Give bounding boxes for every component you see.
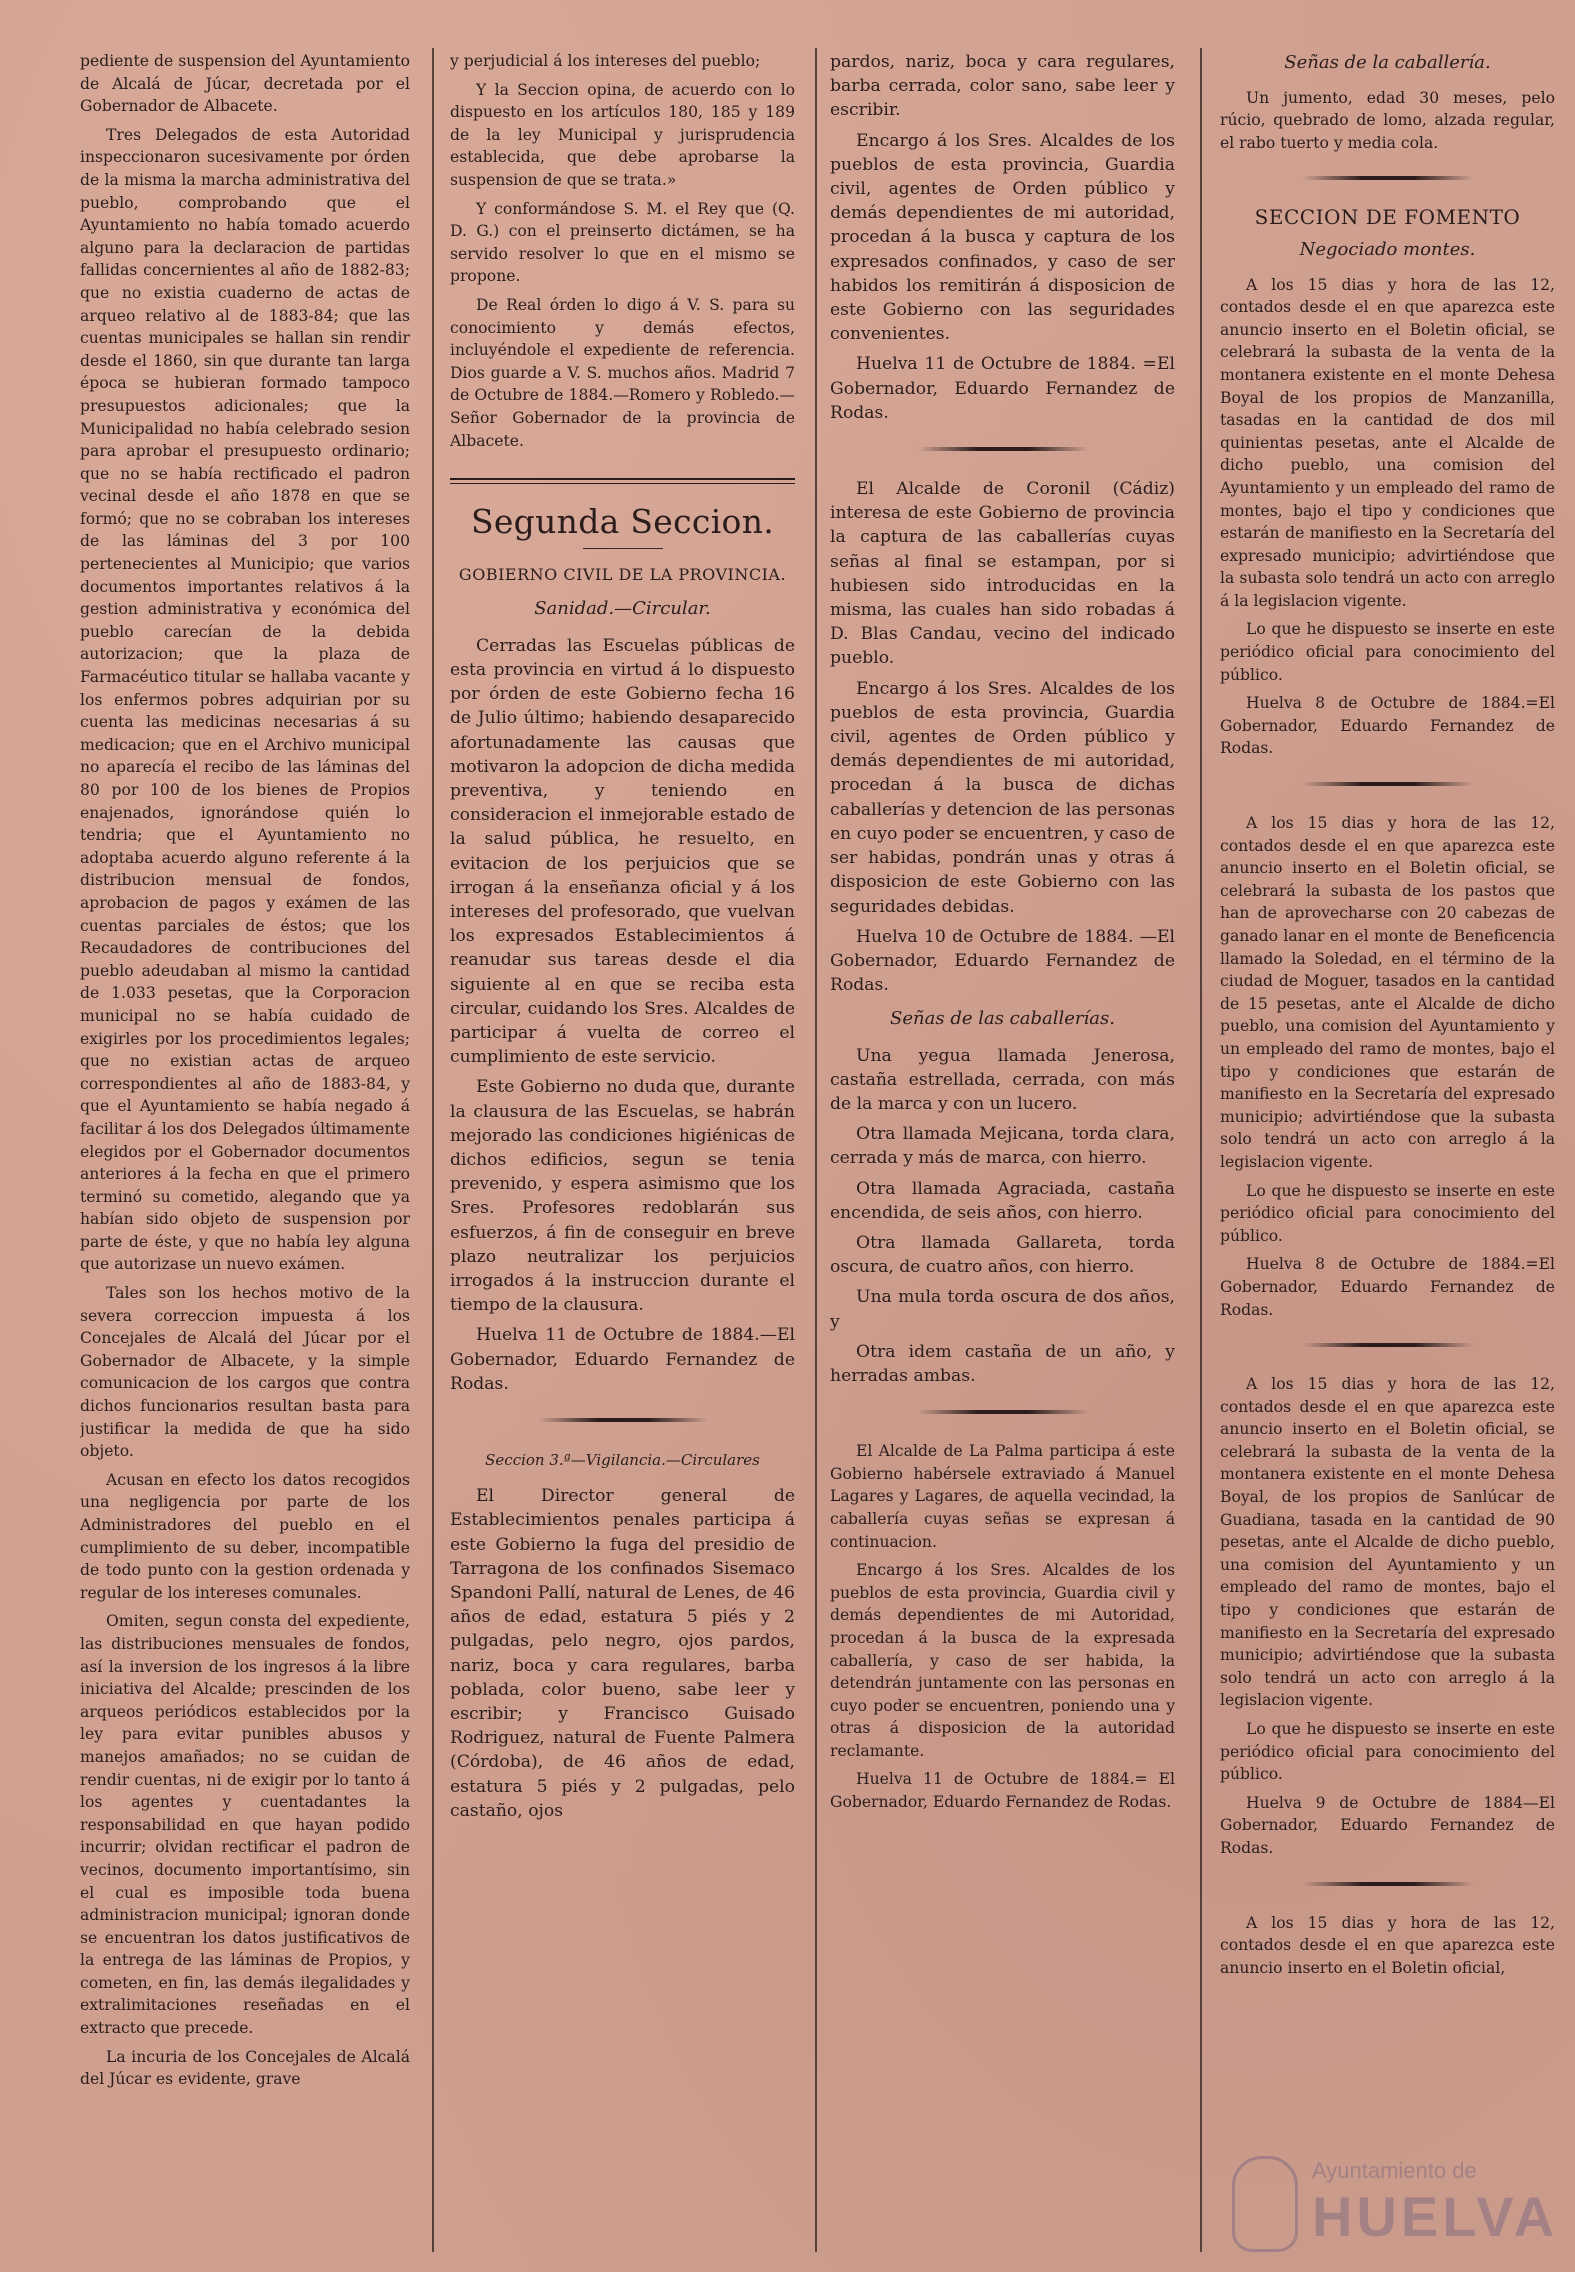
senas-heading: Señas de las caballerías. [890, 1008, 1115, 1030]
ornamental-rule [918, 1410, 1088, 1414]
paragraph: y perjudicial á los intereses del pueblo; [450, 52, 761, 70]
vigilancia-heading: Seccion 3.ª—Vigilancia.—Circulares [485, 1450, 760, 1469]
paragraph: pardos, nariz, boca y cara regulares, barba cerrada, color sano, sabe leer y escribir. [830, 52, 1175, 121]
paragraph: Acusan en efecto los datos recogidos una negligencia por parte de los Administradores del pueblo en el cumplimiento de su deber, incompatible de todo punto con la gestion ordenada y regular de los intereses comunales. [80, 1470, 410, 1602]
paragraph: La incuria de los Concejales de Alcalá del Júcar es evidente, grave [80, 2047, 410, 2089]
paragraph: Tres Delegados de esta Autoridad inspeccionaron sucesivamente por órden de la misma la marcha administrativa del pueblo, comprobando que el Ayuntamiento no había tomado acuerdo alguno para la declaracion de partidas fallidas concernientes al año de 1882-83; que no existia cuaderno de actas de arqueo relativo al de 1883-84; que las cuentas municipales se hallan sin rendir desde el 1860, sin que durante tan larga época se hubieran formado tampoco presupuestos adicionales; que la Municipalidad no había celebrado sesion para aprobar el presupuesto ordinario; que no se había rectificado el padron vecinal desde el año 1878 en que se formó; que no se cobraban los intereses de las láminas del 3 por 100 pertenecientes al Municipio; que varios documentos importantes relativos á la gestion administrativa y económica del pueblo carecían de la debida autorizacion; que la plaza de Farmacéutico titular se hallaba vacante y los enfermos pobres adquirian por su cuenta las medicinas necesarias á su medicacion; que en el Archivo municipal no aparecía el recibo de las láminas del 80 por 100 de los bienes de Propios enajenados, ignorándose quién lo tendria; que el Ayuntamiento no adoptaba acuerdo alguno referente á la distribucion mensual de fondos, aprobacion de pagos y exámen de las cuentas parciales de éstos; que los Recaudadores de contribuciones del pueblo adeudaban al mismo la cantidad de 1.033 pesetas, que la Corporacion municipal no se había cuidado de exigirles por los procedimientos legales; que no existian actas de arqueo correspondientes al año de 1883-84, y que el Ayuntamiento se había negado á facilitar á los dos Delegados últimamente elegidos por el Gobernador documentos anteriores á la fecha en que el primero terminó su cometido, alegando que ya habían sido objeto de suspension por parte de éste, y que no había ley alguna que autorizase un nuevo exámen. [80, 125, 410, 1274]
signature-line: Huelva 11 de Octubre de 1884.= El Gobernador, Eduardo Fernandez de Rodas. [830, 1770, 1175, 1812]
ornamental-rule [1303, 176, 1473, 180]
paragraph: Otra llamada Gallareta, torda oscura, de cuatro años, con hierro. [830, 1232, 1175, 1278]
watermark-line2: HUELVA [1312, 2185, 1558, 2248]
section-title: Segunda Seccion. [470, 502, 775, 542]
paragraph: El Alcalde de Coronil (Cádiz) interesa de este Gobierno de provincia la captura de las caballerías cuyas señas al final se estampan, por si hubiesen sido introducidas en la misma, las cuales han sido robadas á D. Blas Candau, vecino del indicado pueblo. [830, 479, 1175, 669]
paragraph: Encargo á los Sres. Alcaldes de los pueblos de esta provincia, Guardia civil, agentes de Orden público y demás dependientes de mi autoridad, procedan á la busca de dichas caballerías y detencion de las personas en cuyo poder se encuentren, y caso de ser habidas, pondrán unas y otras á disposicion de este Gobierno con las seguridades debidas. [830, 678, 1175, 917]
montes-heading: Negociado montes. [1299, 238, 1476, 260]
paragraph: Otra llamada Mejicana, torda clara, cerrada y más de marca, con hierro. [830, 1124, 1175, 1169]
column-rule [1200, 48, 1202, 2252]
column-4 [1220, 50, 1555, 2252]
signature-line: Huelva 10 de Octubre de 1884. —El Gobernador, Eduardo Fernandez de Rodas. [830, 926, 1175, 996]
watermark-line1: Ayuntamiento de [1312, 2158, 1477, 2183]
paragraph: El Alcalde de La Palma participa á este Gobierno habérsele extraviado á Manuel Lagares y Lagares, de aquella vecindad, la caballería cuyas señas se expresan á continuacion. [830, 1442, 1175, 1551]
paragraph: De Real órden lo digo á V. S. para su conocimiento y demás efectos, incluyéndole el expediente de referencia. Dios guarde a V. S. muchos años. Madrid 7 de Octubre de 1884.—Romero y Robledo.—Señor Gobernador de la provincia de Albacete. [450, 295, 795, 450]
paragraph: Lo que he dispuesto se inserte en este periódico oficial para conocimiento del público. [1220, 1181, 1555, 1245]
paragraph: Otra idem castaña de un año, y herradas ambas. [830, 1341, 1175, 1386]
paragraph: Tales son los hechos motivo de la severa correccion impuesta á los Concejales de Alcalá del Júcar por el Gobernador de Albacete, y la simple comunicacion de los cargos que contra dichos funcionarios resultan basta para justificar la medida de que ha sido objeto. [80, 1284, 410, 1461]
paragraph: A los 15 dias y hora de las 12, contados desde el en que aparezca este anuncio inserto en el Boletin oficial, [1220, 1913, 1555, 1977]
paragraph: Y conformándose S. M. el Rey que (Q. D. G.) con el preinserto dictámen, se ha servido resolver lo que en el mismo se propone. [450, 199, 795, 286]
paragraph: Cerradas las Escuelas públicas de esta provincia en virtud á lo dispuesto por órden de este Gobierno fecha 16 de Julio último; habiendo desaparecido afortunadamente las causas que motivaron la adopcion de dicha medida preventiva, y teniendo en consideracion el inmejorable estado de la salud pública, he resuelto, en evitacion de los perjuicios que se irrogan á la enseñanza oficial y á los intereses del profesorado, que vuelvan los expresados Establecimientos á reanudar sus tareas desde el dia siguiente al en que se reciba esta circular, cuidando los Sres. Alcaldes de participar á vuelta de correo el cumplimiento de este servicio. [450, 635, 795, 1068]
ornamental-rule [1303, 1882, 1473, 1886]
paragraph: Otra llamada Agraciada, castaña encendida, de seis años, con hierro. [830, 1178, 1175, 1223]
ornamental-rule [538, 1418, 708, 1422]
paragraph: Omiten, segun consta del expediente, las distribuciones mensuales de fondos, así la inversion de los ingresos á la libre iniciativa del Alcalde; prescinden de los arqueos periódicos establecidos por la ley para evitar punibles abusos y manejos amañados; no se cuidan de rendir cuentas, ni de exigir por lo tanto á los agentes y cuentadantes la responsabilidad en que hayan podido incurrir; olvidan rectificar el padron de vecinos, documento importantísimo, sin el cual es imposible toda buena administracion municipal; ignoran donde se encuentran los datos justificativos de la entrega de las láminas de Propios, y cometen, en fin, las demás ilegalidades y extralimitaciones reseñadas en el extracto que precede. [80, 1612, 410, 2038]
crest-icon [1232, 2156, 1298, 2252]
ornamental-rule [918, 447, 1088, 451]
paragraph: A los 15 dias y hora de las 12, contados desde el en que aparezca este anuncio inserto en el Boletin oficial, se celebrará la subasta de la venta de la montanera existente en el monte Dehesa Boyal de los propios de Manzanilla, tasadas en la cantidad de dos mil quinientas pesetas, ante el Alcalde de dicho pueblo, una comision del Ayuntamiento y un empleado del ramo de montes, bajo el tipo y condiciones que estarán de manifiesto en la Secretaría del expresado municipio; advirtiéndose que la subasta solo tendrá un acto con arreglo á la legislacion vigente. [1220, 275, 1555, 610]
paragraph: El Director general de Establecimientos penales participa á este Gobierno la fuga del presidio de Tarragona de los confinados Sisemaco Spandoni Pallí, natural de Lenes, de 46 años de edad, estatura 5 piés y 2 pulgadas, pelo negro, ojos pardos, nariz, boca y cara regulares, barba poblada, color bueno, sabe leer y escribir; y Francisco Guisado Rodriguez, natural de Fuente Palmera (Córdoba), de 46 años de edad, estatura 5 piés y 2 pulgadas, pelo castaño, ojos [450, 1486, 795, 1821]
column-rule [432, 48, 434, 2252]
archive-watermark [1232, 2150, 1562, 2260]
divider [583, 548, 663, 549]
paragraph: Y la Seccion opina, de acuerdo con lo dispuesto en los artículos 180, 185 y 189 de la ley Municipal y jurisprudencia establecida, que debe aprobarse la suspension de que se trata.» [450, 80, 795, 189]
section-rule [450, 478, 795, 484]
paragraph: Este Gobierno no duda que, durante la clausura de las Escuelas, se habrán mejorado las condiciones higiénicas de dichos edificios, segun se tenia prevenido, y espera asimismo que los Sres. Profesores redoblarán sus esfuerzos, á fin de conseguir en breve plazo neutralizar los perjuicios irrogados á la instruccion durante el tiempo de la clausura. [450, 1077, 795, 1316]
paragraph: Una yegua llamada Jenerosa, castaña estrellada, cerrada, con más de la marca y con un lucero. [830, 1045, 1175, 1114]
paragraph: A los 15 dias y hora de las 12, contados desde el en que aparezca este anuncio inserto en el Boletin oficial, se celebrará la subasta de los pastos que han de aprovecharse con 20 cabezas de ganado lanar en el monte de Beneficencia llamado la Soledad, en el término de la ciudad de Moguer, tasados en la cantidad de 15 pesetas, ante el Alcalde de dicho pueblo, una comision del Ayuntamiento y un empleado del ramo de montes, bajo el tipo y condiciones que estarán de manifiesto en la Secretaría del expresado municipio; advirtiéndose que la subasta solo tendrá un acto con arreglo á la legislacion vigente. [1220, 814, 1555, 1171]
signature-line: Huelva 11 de Octubre de 1884. =El Gobernador, Eduardo Fernandez de Rodas. [830, 354, 1175, 423]
signature-line: Huelva 11 de Octubre de 1884.—El Gobernador, Eduardo Fernandez de Rodas. [450, 1325, 795, 1394]
paragraph: Un jumento, edad 30 meses, pelo rúcio, quebrado de lomo, alzada regular, el rabo tuerto y media cola. [1220, 88, 1555, 152]
paragraph: Lo que he dispuesto se inserte en este periódico oficial para conocimiento del público. [1220, 620, 1555, 684]
signature-line: Huelva 8 de Octubre de 1884.=El Gobernador, Eduardo Fernandez de Rodas. [1220, 1255, 1555, 1319]
paragraph: pediente de suspension del Ayuntamiento de Alcalá de Júcar, decretada por el Gobernador de Albacete. [80, 52, 410, 116]
senas-heading: Señas de la caballería. [1284, 52, 1491, 73]
column-1 [80, 50, 410, 2252]
paragraph: Lo que he dispuesto se inserte en este periódico oficial para conocimiento del público. [1220, 1720, 1555, 1784]
paragraph: Una mula torda oscura de dos años, y [830, 1287, 1175, 1332]
gov-heading: GOBIERNO CIVIL DE LA PROVINCIA. [458, 565, 787, 585]
ornamental-rule [1303, 1343, 1473, 1347]
paragraph: Encargo á los Sres. Alcaldes de los pueblos de esta provincia, Guardia civil, agentes de Orden público y demás dependientes de mi autoridad, procedan á la busca y captura de los expresados confinados, y caso de ser habidos los remitirán á disposicion de este Gobierno con las seguridades convenientes. [830, 130, 1175, 345]
ornamental-rule [1303, 782, 1473, 786]
fomento-heading: SECCION DE FOMENTO [1254, 205, 1521, 230]
signature-line: Huelva 8 de Octubre de 1884.=El Gobernador, Eduardo Fernandez de Rodas. [1220, 694, 1555, 758]
column-2 [450, 50, 795, 2252]
sanidad-heading: Sanidad.—Circular. [534, 598, 711, 620]
column-3 [830, 50, 1175, 2252]
paragraph: Encargo á los Sres. Alcaldes de los pueblos de esta provincia, Guardia civil y demás dependientes de mi Autoridad, procedan á la busca de la expresada caballería, y caso de ser habida, la detendrán juntamente con las personas en cuyo poder se encuentren, poniendo una y otras á disposicion de la autoridad reclamante. [830, 1561, 1175, 1760]
paragraph: A los 15 dias y hora de las 12, contados desde el en que aparezca este anuncio inserto en el Boletin oficial, se celebrará la subasta de la venta de la montanera existente en el monte Dehesa Boyal, de los propios de Sanlúcar de Guadiana, tasada en la cantidad de 90 pesetas, ante el Alcalde de dicho pueblo, una comision del Ayuntamiento y un empleado del ramo de montes, bajo el tipo y condiciones que estarán de manifiesto en la Secretaría del expresado municipio; advirtiéndose que la subasta solo tendrá un acto con arreglo á la legislacion vigente. [1220, 1375, 1555, 1710]
signature-line: Huelva 9 de Octubre de 1884—El Gobernador, Eduardo Fernandez de Rodas. [1220, 1793, 1555, 1857]
column-rule [815, 48, 817, 2252]
